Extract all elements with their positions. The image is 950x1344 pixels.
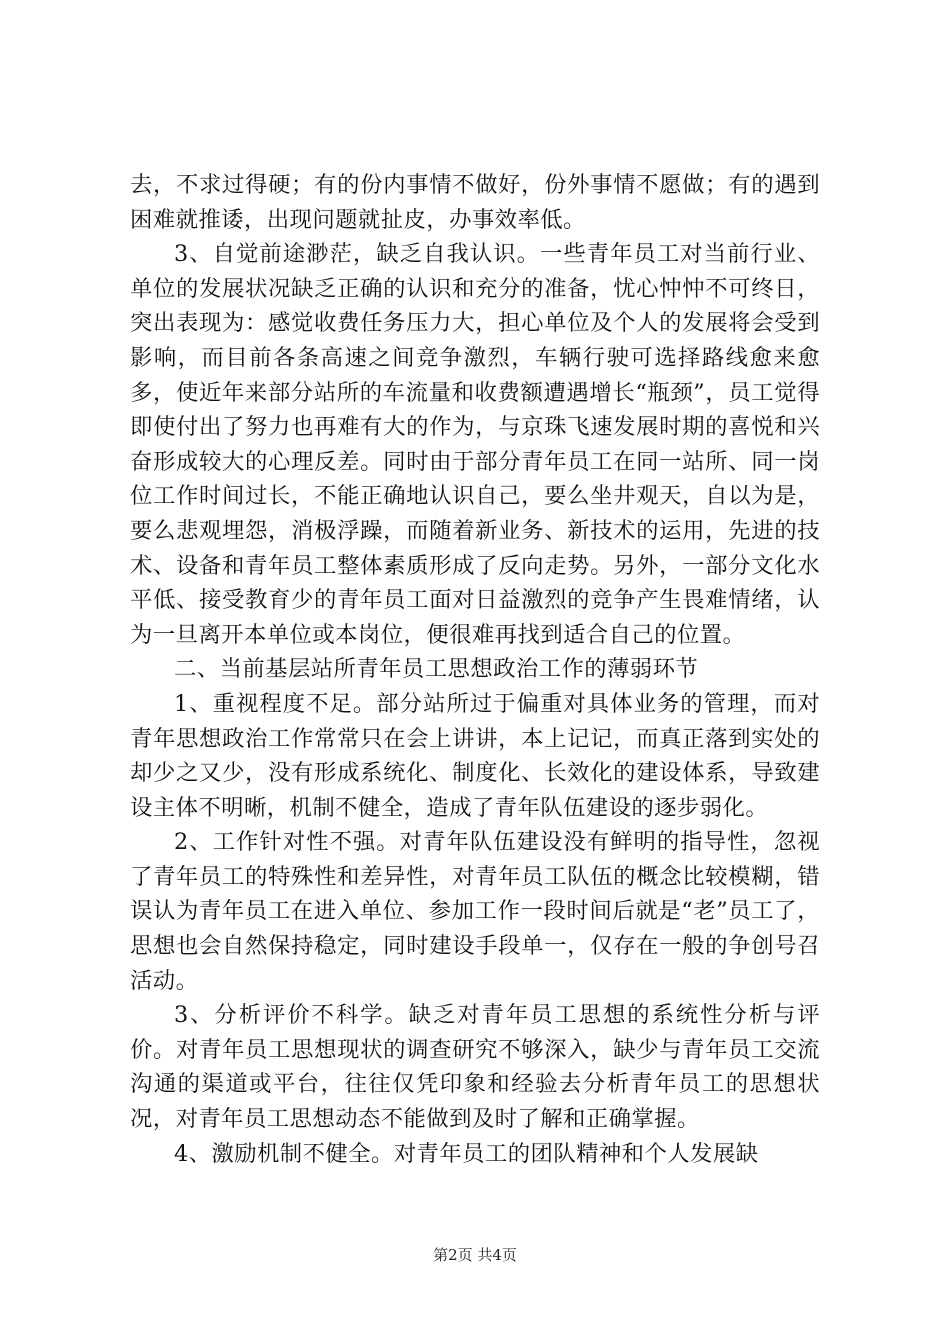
page-number-footer: 第2页 共4页 [433,1246,517,1264]
section-heading-weak-links: 二、当前基层站所青年员工思想政治工作的薄弱环节 [174,656,699,683]
paragraph-point-4-incentive: 4、激励机制不健全。对青年员工的团队精神和个人发展缺 [174,1140,759,1167]
paragraph-point-3-evaluation: 3、分析评价不科学。缺乏对青年员工思想的系统性分析与评价。对青年员工思想现状的调查研究不够深入，缺少与青年员工交流沟通的渠道或平台，往往仅凭印象和经验去分析青年员工的思想状况，对青年员工思想动态不能做到及时了解和正确掌握。 [130,1002,820,1133]
paragraph-point-1-attention: 1、重视程度不足。部分站所过于偏重对具体业务的管理，而对青年思想政治工作常常只在会上讲讲，本上记记，而真正落到实处的却少之又少，没有形成系统化、制度化、长效化的建设体系，导致建设主体不明晰，机制不健全，造成了青年队伍建设的逐步弱化。 [130,690,820,821]
paragraph-point-2-pertinence: 2、工作针对性不强。对青年队伍建设没有鲜明的指导性，忽视了青年员工的特殊性和差异性，对青年员工队伍的概念比较模糊，错误认为青年员工在进入单位、参加工作一段时间后就是“老”员工了，思想也会自然保持稳定，同时建设手段单一，仅存在一般的争创号召活动。 [130,829,820,994]
paragraph-continuation: 去，不求过得硬；有的份内事情不做好，份外事情不愿做；有的遇到困难就推诿，出现问题就扯皮，办事效率低。 [130,172,820,233]
document-body [130,168,820,1171]
paragraph-point-3-self-awareness: 3、自觉前途渺茫，缺乏自我认识。一些青年员工对当前行业、单位的发展状况缺乏正确的认识和充分的准备，忧心忡忡不可终日，突出表现为：感觉收费任务压力大，担心单位及个人的发展将会受到影响，而目前各条高速之间竞争激烈，车辆行驶可选择路线愈来愈多，使近年来部分站所的车流量和收费额遭遇增长“瓶颈”，员工觉得即使付出了努力也再难有大的作为，与京珠飞速发展时期的喜悦和兴奋形成较大的心理反差。同时由于部分青年员工在同一站所、同一岗位工作时间过长，不能正确地认识自己，要么坐井观天，自以为是，要么悲观埋怨，消极浮躁，而随着新业务、新技术的运用，先进的技术、设备和青年员工整体素质形成了反向走势。另外，一部分文化水平低、接受教育少的青年员工面对日益激烈的竞争产生畏难情绪，认为一旦离开本单位或本岗位，便很难再找到适合自己的位置。 [130,241,820,648]
